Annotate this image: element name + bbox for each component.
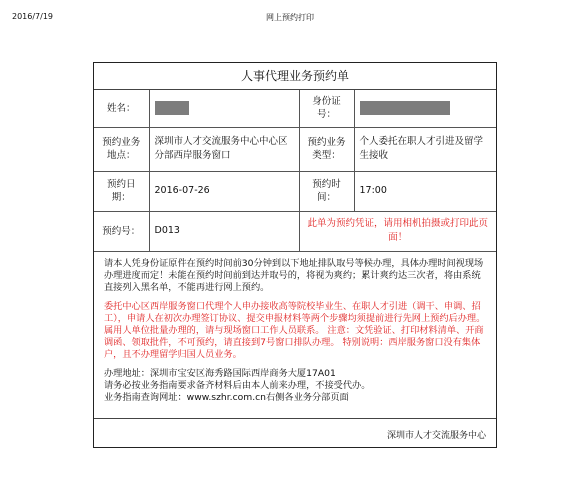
- business-type-label: 预约业务类型：: [299, 127, 354, 171]
- print-date: 2016/7/19: [12, 12, 54, 21]
- time-label: 预约时间：: [299, 171, 354, 211]
- name-label: 姓名：: [94, 90, 149, 127]
- location-label: 预约业务地点：: [94, 127, 149, 171]
- form-fields-table: [94, 90, 496, 252]
- voucher-note: 此单为预约凭证，请用相机拍摄或打印此页面！: [299, 211, 496, 251]
- form-title: 人事代理业务预约单: [94, 63, 496, 90]
- name-value-redacted: [149, 90, 299, 127]
- id-number-value-redacted: [354, 90, 496, 127]
- notice-section: [94, 252, 496, 415]
- location-value: 深圳市人才交流服务中心中心区分部西岸服务窗口: [149, 127, 299, 171]
- id-number-label: 身份证号：: [299, 90, 354, 127]
- time-value: 17:00: [354, 171, 496, 211]
- print-page-title: 网上预约打印: [266, 13, 314, 22]
- appointment-form: [93, 62, 497, 448]
- date-label: 预约日期：: [94, 171, 149, 211]
- notice-service-details: 委托中心区西岸服务窗口代理个人申办接收高等院校毕业生、在职人才引进（调干、申调、招工），申请人在初次办理签订协议、提交申报材料等两个步骤均须提前进行先网上预约后办理。属用人单位批量办理的，请与现场窗口工作人员联系。 注意：文凭验证、打印材料清单、开商调函、领取批件，不可预约，请直接到7号窗口排队办理。 特别说明：西岸服务窗口没有集体户，且不办理留学归国人员业务。: [104, 300, 486, 360]
- notice-attendance: 请本人凭身份证原件在预约时间前30分钟到以下地址排队取号等候办理，具体办理时间视现场办理进度而定！未能在预约时间前到达并取号的，将视为爽约；累计爽约达三次者，将由系统直接列入黑名单，不能再进行网上预约。: [104, 257, 484, 293]
- date-value: 2016-07-26: [149, 171, 299, 211]
- business-type-value: 个人委托在职人才引进及留学生接收: [354, 127, 496, 171]
- appointment-number-value: D013: [149, 211, 299, 251]
- footer-divider: [94, 418, 496, 419]
- appointment-number-label: 预约号：: [94, 211, 149, 251]
- footer-organization: 深圳市人才交流服务中心: [386, 431, 486, 441]
- notice-address: 办理地址：深圳市宝安区海秀路国际西岸商务大厦17A01 请务必按业务指南要求备齐材料后由本人前来办理，不接受代办。 业务指南查询网址：www.szhr.com.cn右侧各业务分部页面: [104, 367, 371, 403]
